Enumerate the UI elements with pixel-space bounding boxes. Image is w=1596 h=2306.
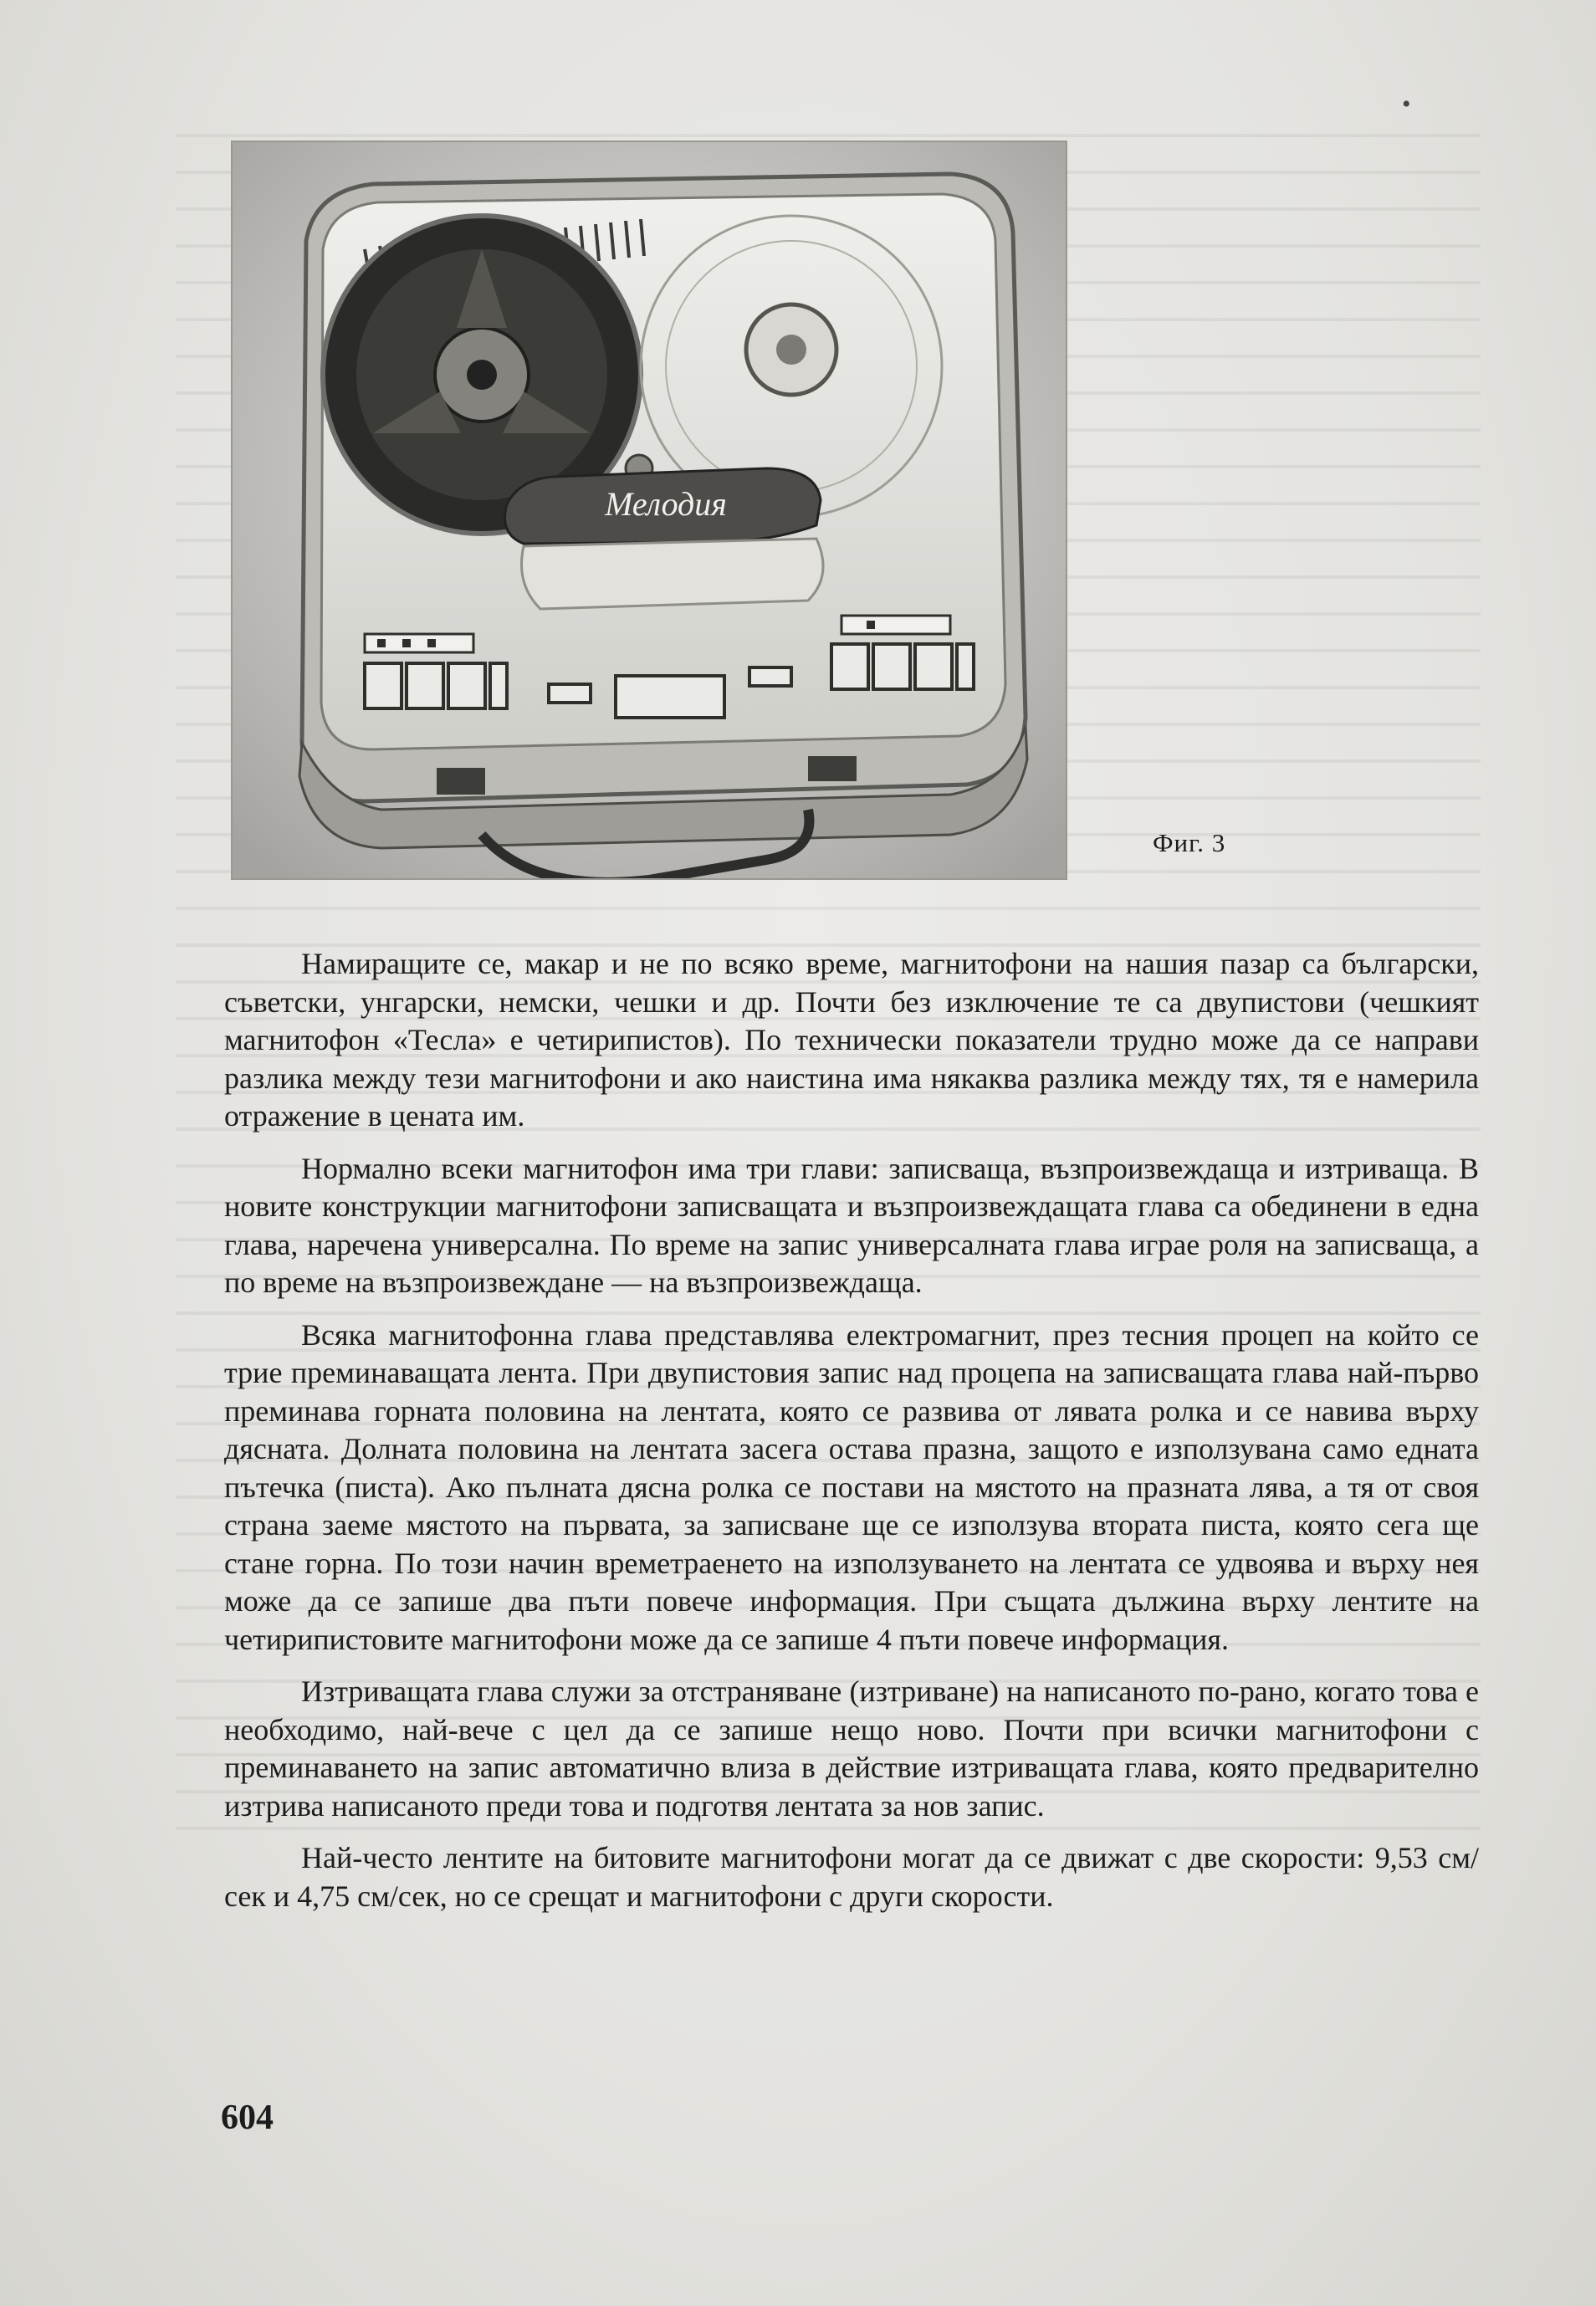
page-number: 604	[221, 2099, 274, 2137]
tape-recorder-photo	[231, 141, 1067, 880]
paragraph: Намиращите се, макар и не по всяко време, магнитофони на нашия пазар са български, съветски, унгарски, немски, чешки и др. Почти без изключение те са двупистови (чешкият магнитофон «Тесла» е четирипистов). По технически показатели трудно може да се направи разлика между тези магнитофони и ако наистина има някаква разлика между тях, тя е намерила отражение в цената им.	[224, 947, 1479, 1133]
figure-caption: Фиг. 3	[1153, 828, 1226, 857]
corner-mark: •	[1402, 90, 1411, 118]
paragraph: Изтриващата глава служи за отстраняване (изтриване) на написаното по-рано, когато това е необходимо, най-вече с цел да се запише нещо ново. Почти при всички магнитофони с преминаването на запис автоматично влиза в действие изтриващата глава, която предварително изтрива написаното преди това и подготвя лентата за нов запис.	[224, 1675, 1479, 1823]
body-text	[224, 945, 1479, 1930]
paragraph: Всяка магнитофонна глава представлява електромагнит, през тесния процеп на който се трие преминаващата лента. При двупистовия запис над процепа на записващата глава най-първо преминава горната половина на лентата, която се развива от лявата ролка и се навива върху дясната. Долната половина на лентата засега остава празна, защото е използувана само едната пътечка (писта). Ако пълната дясна ролка се постави на мястото на празната лява, а тя от своя страна заеме мястото на първата, за записване ще се използува втората писта, която сега ще стане горна. По този начин времетраенето на използуването на лентата се удвоява и върху нея може да се запише два пъти повече информация. При същата дължина върху лентите на четирипистовите магнитофони може да се запише 4 пъти повече информация.	[224, 1317, 1479, 1656]
paragraph: Най-често лентите на битовите магнитофони могат да се движат с две скорости: 9,53 см/сек и 4,75 см/сек, но се срещат и магнитофони с други скорости.	[224, 1841, 1479, 1913]
paragraph: Нормално всеки магнитофон има три глави: записваща, възпроизвеждаща и изтриваща. В новите конструкции магнитофони записващата и възпроизвеждащата глава са обединени в една глава, наречена универсална. По време на запис универсалната глава играе роля на записваща, а по време на възпроизвеждане — на възпроизвеждаща.	[224, 1151, 1479, 1299]
brand-label: Мелодия	[605, 485, 727, 523]
